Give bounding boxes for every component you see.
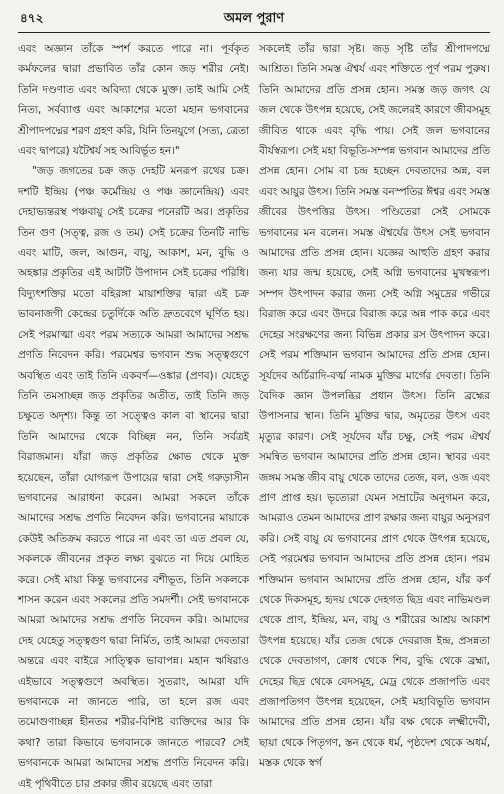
running-title: অমল পুরাণ — [223, 11, 285, 26]
right-paragraph-1: সকলেই তাঁর দ্বারা সৃষ্ট। জড় সৃষ্টি তাঁর শ্রীপাদপদ্মে আশ্রিত। তিনি সমস্ত ঐশ্বর্য এবং শক্তিতে পূর্ণ পরম পুরুষ। তিনি আমাদের প্রতি প্রসন্ন হোন। সমস্ত জড় জগৎ যে জল থেকে উৎপন্ন হয়েছে, সেই জলেরই কারণে জীবসমূহ জীবিত থাকে এবং বৃদ্ধি পায়। সেই জল ভগবানের বীর্যস্বরূপ। সেই মহা বিভূতি-সম্পন্ন ভগবান আমাদের প্রতি প্রসন্ন হোন। সোম বা চন্দ্র হচ্ছেন দেবতাদের অন্ন, বল এবং আয়ুর উৎস। তিনি সমস্ত বনস্পতির ঈশ্বর এবং সমস্ত জীবের উৎপত্তির উৎস। পণ্ডিতেরা সেই সোমকে ভগবানের মন বলেন। সমস্ত ঐশ্বর্যের উৎস সেই ভগবান আমাদের প্রতি প্রসন্ন হোন। যজ্ঞের আহুতি গ্রহণ করার জন্য যার জন্ম হয়েছে, সেই অগ্নি ভগবানের মুখস্বরূপ। সম্পদ উৎপাদন করার জন্য সেই অগ্নি সমুদ্রের গভীরে বিরাজ করে এবং উদরে বিরাজ করে অন্ন পাক করে এবং দেহের সংরক্ষণের জন্য বিভিন্ন প্রকার রস উৎপাদন করে। সেই পরম শক্তিমান ভগবান আমাদের প্রতি প্রসন্ন হোন। সূর্যদেব অর্চিরাদি-বর্ত্ম নামক মুক্তির মার্গের দেবতা। তিনি বৈদিক জ্ঞান উপলব্ধির প্রধান উৎস। তিনি ব্রহ্মের উপাসনার স্থান। তিনি মুক্তির দ্বার, অমৃতের উৎস এবং মৃত্যুর কারণ। সেই সূর্যদেব যাঁর চক্ষু, সেই পরম ঐশ্বর্য সমন্বিত ভগবান আমাদের প্রতি প্রসন্ন হোন। স্থাবর এবং জঙ্গম সমস্ত জীব বায়ু থেকে তাদের তেজ, বল, ওজ এবং প্রাণ প্রাপ্ত হয়। ভৃত্যেরা যেমন সম্রাটের অনুগমন করে, আমরাও তেমন আমাদের প্রাণ রক্ষার জন্য বায়ুর অনুসরণ করি। সেই বায়ু যে ভগবানের প্রাণ থেকে উৎপন্ন হয়েছে, সেই পরমেশ্বর ভগবান আমাদের প্রতি প্রসন্ন হোন। পরম শক্তিমান ভগবান আমাদের প্রতি প্রসন্ন হোন, যাঁর কর্ণ থেকে দিকসমূহ, হৃদয় থেকে দেহগত ছিদ্র এবং নাভিমণ্ডল থেকে প্রাণ, ইন্দ্রিয়, মন, বায়ু ও শরীরের আশ্রয় আকাশ উৎপন্ন হয়েছে। যাঁর তেজ থেকে দেবরাজ ইন্দ্র, প্রসন্নতা থেকে দেবতাগণ, ক্রোধ থেকে শিব, বুদ্ধি থেকে ব্রহ্মা, দেহের ছিদ্র থেকে বেদসমূহ, মেঢ্র থেকে প্রজাপতি এবং প্রজাপতিগণ উৎপন্ন হয়েছেন, সেই মহাবিভূতি ভগবান আমাদের প্রতি প্রসন্ন হোন। যাঁর বক্ষ থেকে লক্ষ্মীদেবী, ছায়া থেকে পিতৃগণ, স্তন থেকে ধর্ম, পৃষ্ঠদেশ থেকে অধর্ম, মস্তক থেকে স্বর্গ — [259, 43, 490, 770]
left-paragraph-2: "জড় জগতের চক্র জড় দেহটি মনরূপ রথের চক্র। দশটি ইন্দ্রিয় (পঞ্চ কর্মেন্দ্রিয় ও পঞ্চ জ্ঞানেন্দ্রিয়) এবং দেহাভ্যন্তরস্থ পঞ্চবায়ু সেই চক্রের পনেরটি অর। প্রকৃতির তিন গুণ (সত্ত্ব, রজ ও তম) সেই চক্রের তিনটি নাভি এবং মাটি, জল, আগুন, বায়ু, আকাশ, মন, বুদ্ধি ও অহঙ্কার প্রকৃতির এই আটটি উপাদান সেই চক্রের পরিধি। বিদ্যুৎশক্তির মতো বহিরঙ্গা মায়াশক্তির দ্বারা এই চক্র ভাবনাজগী কেন্দ্রের চতুর্দিকে অতি দ্রুতবেগে ঘূর্ণিত হয়। সেই পরমাত্মা এবং পরম সত্যকে আমরা আমাদের সশ্রদ্ধ প্রণতি নিবেদন করি। পরমেশ্বর ভগবান শুদ্ধ সত্ত্বগুণে অবস্থিত এবং তাই তিনি একবর্ণ—ওঙ্কার (প্রণব)। যেহেতু তিনি তমসাচ্ছন্ন জড় প্রকৃতির অতীত, তাই তিনি জড় চক্ষুতে অদৃশ্য। কিন্তু তা সত্ত্বেও কাল বা স্থানের দ্বারা তিনি আমাদের থেকে বিচ্ছিন্ন নন, তিনি সর্বত্রই বিরাজমান। যাঁরা জড় প্রকৃতির ক্ষোভ থেকে মুক্ত হয়েছেন, তাঁরা যোগরূপ উপায়ের দ্বারা সেই গরুড়াসীন ভগবানের আরাধনা করেন। আমরা সকলে তাঁকে আমাদের সশ্রদ্ধ প্রণতি নিবেদন করি। ভগবানের মায়াকে কেউই অতিক্রম করতে পারে না এবং তা এত প্রবল যে, সকলকে জীবনের প্রকৃত লক্ষ্য বুঝতে না দিয়ে মোহিত করে। সেই মায়া কিন্তু ভগবানের বশীভূত, তিনি সকলকে শাসন করেন এবং সকলের প্রতি সমদর্শী। সেই ভগবানকে আমরা আমাদের সশ্রদ্ধ প্রণতি নিবেদন করি। আমাদের দেহ যেহেতু সত্ত্বগুণ দ্বারা নির্মিত, তাই আমরা দেবতারা অন্তরে এবং বাইরে সাত্ত্বিক ভাবাপন্ন। মহান ঋষিরাও এইভাবে সত্ত্বগুণে অবস্থিত। সুতরাং, আমরা যদি ভগবানকে না জানতে পারি, তা হলে রজ এবং তমোগুণাচ্ছন্ন হীনতর শরীর-বিশিষ্ট ব্যক্তিদের আর কি কথা? তারা কিভাবে ভগবানকে জানতে পারবে? সেই ভগবানকে আমরা আমাদের সশ্রদ্ধ প্রণতি নিবেদন করি। এই পৃথিবীতে চার প্রকার জীব রয়েছে এবং তারা — [18, 165, 249, 790]
left-paragraph-1: এবং অজ্ঞান তাঁকে স্পর্শ করতে পারে না। পূর্বকৃত কর্মফলের দ্বারা প্রভাবিত তাঁর কোন জড় শরীর নেই। তিনি দণ্ডণাত এবং অবিদ্যা থেকে মুক্ত। তাই আমি সেই নিত্য, সর্বব্যাপ্ত এবং আকাশের মতো মহান ভগবানের শ্রীপাদপদ্মের শরণ গ্রহণ করি, যিনি তিনযুগে (সত্য, ত্রেতা এবং দ্বাপরে) যটৈশ্বর্য সহ আবির্ভূত হন।" — [18, 43, 249, 158]
header-rule — [18, 32, 490, 33]
left-column — [18, 39, 249, 790]
text-columns — [18, 39, 490, 790]
page-number: ৪৭২ — [20, 11, 44, 25]
page-header — [18, 8, 490, 30]
right-column — [259, 39, 490, 770]
